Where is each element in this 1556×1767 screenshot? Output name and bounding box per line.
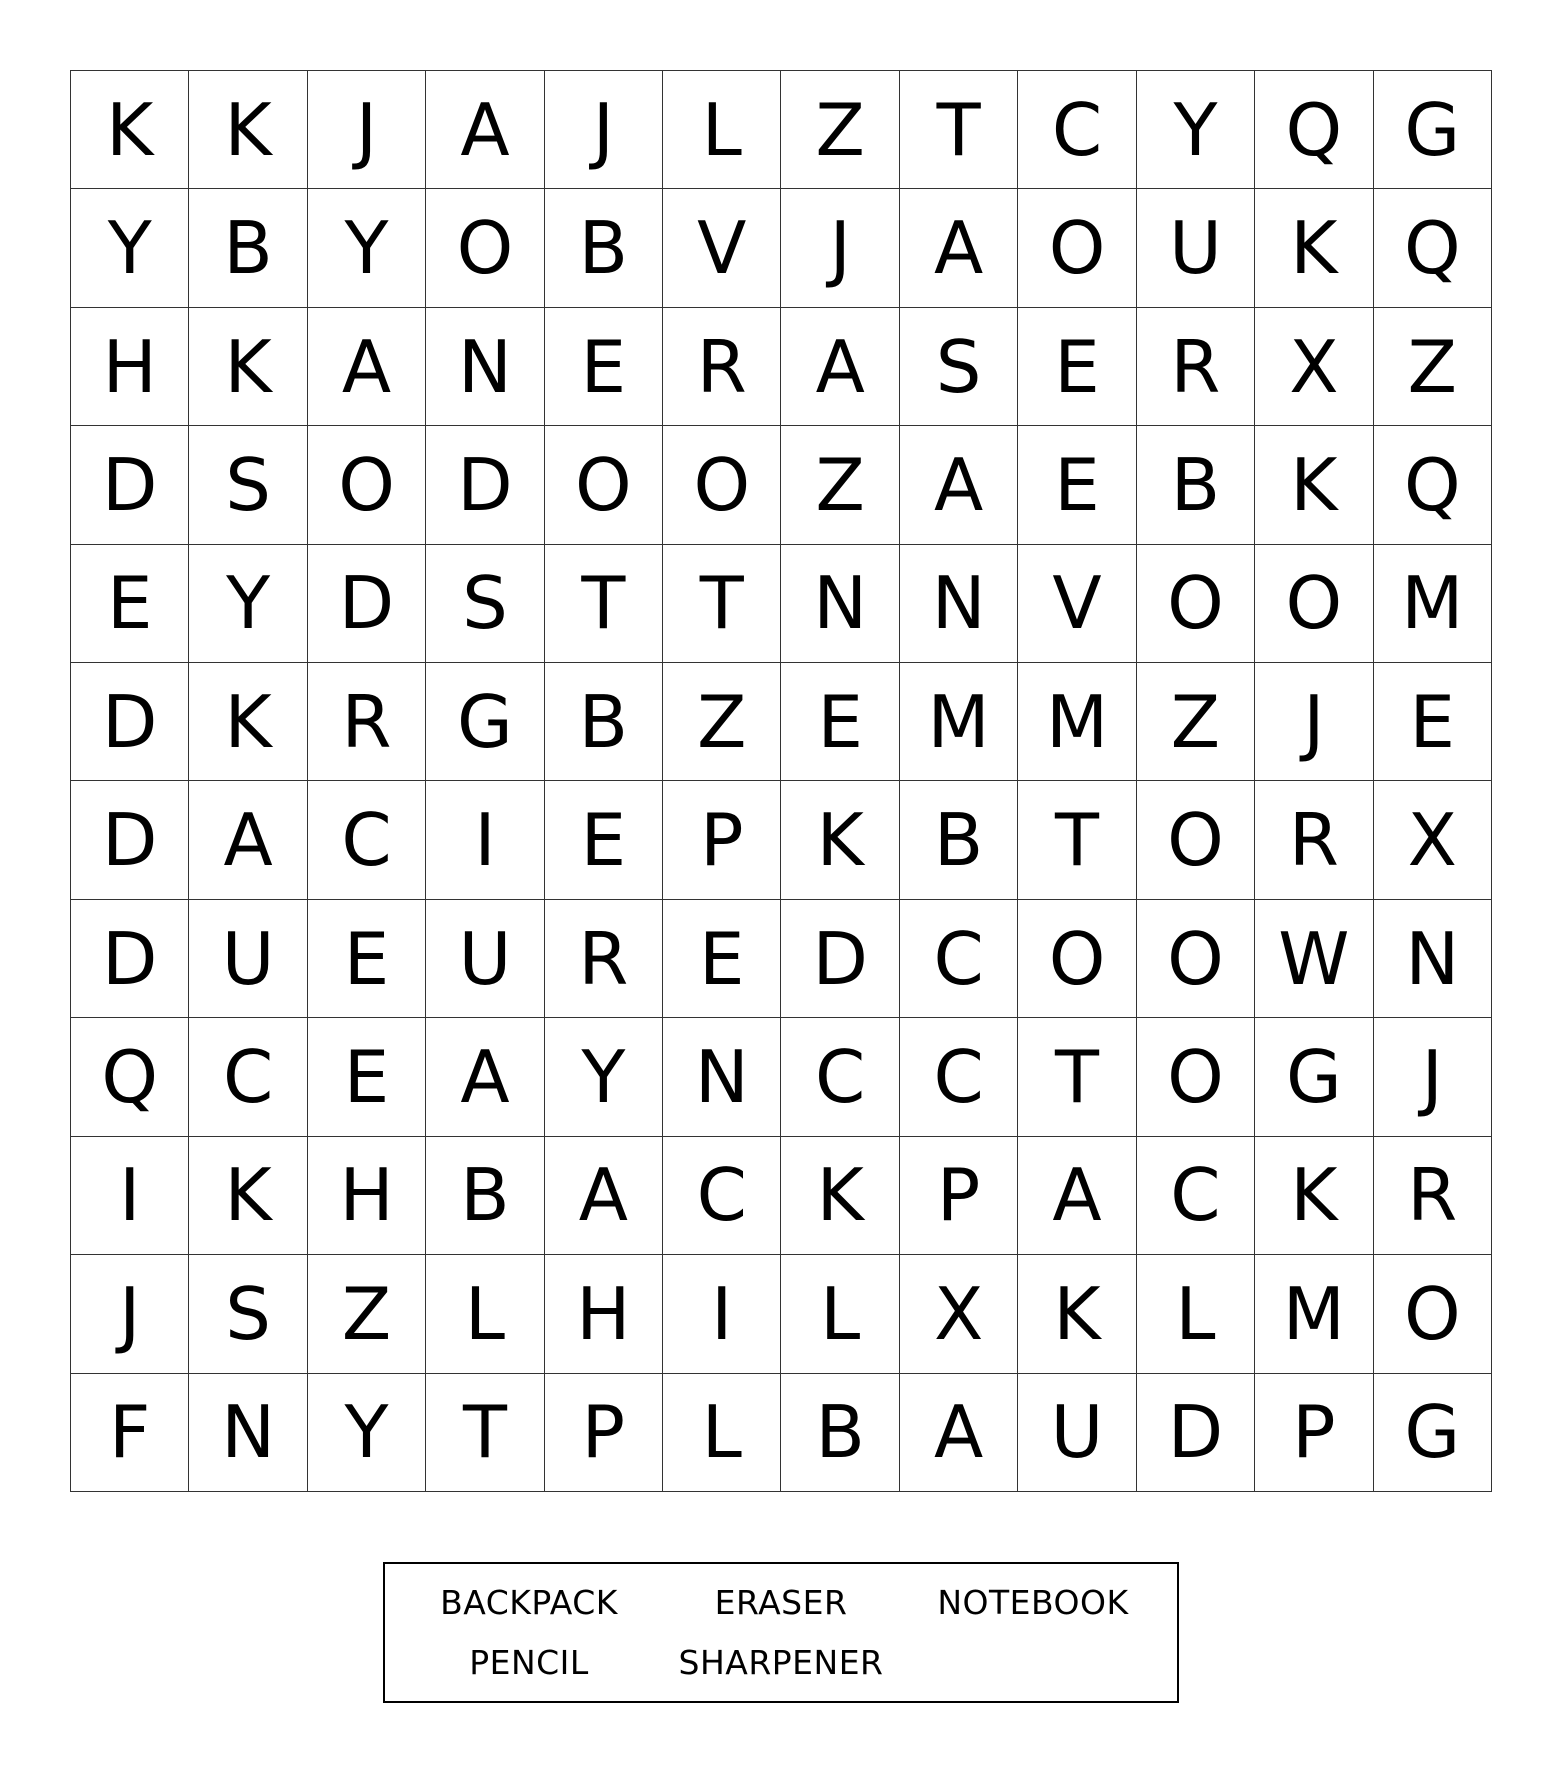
- grid-cell[interactable]: A: [900, 1374, 1018, 1492]
- grid-cell[interactable]: J: [545, 71, 663, 189]
- grid-cell[interactable]: Y: [308, 1374, 426, 1492]
- grid-cell[interactable]: K: [71, 71, 189, 189]
- grid-cell[interactable]: M: [1018, 663, 1136, 781]
- grid-cell[interactable]: M: [1255, 1255, 1373, 1373]
- grid-cell[interactable]: R: [308, 663, 426, 781]
- grid-cell[interactable]: O: [1137, 781, 1255, 899]
- grid-cell[interactable]: C: [900, 1018, 1018, 1136]
- grid-cell[interactable]: O: [663, 426, 781, 544]
- grid-cell[interactable]: K: [189, 1137, 307, 1255]
- grid-cell[interactable]: Z: [1137, 663, 1255, 781]
- grid-cell[interactable]: C: [308, 781, 426, 899]
- grid-cell[interactable]: F: [71, 1374, 189, 1492]
- grid-cell[interactable]: X: [900, 1255, 1018, 1373]
- letter-grid: [70, 70, 1492, 1492]
- grid-cell[interactable]: E: [545, 308, 663, 426]
- grid-cell[interactable]: R: [545, 900, 663, 1018]
- grid-cell[interactable]: Z: [781, 426, 899, 544]
- grid-cell[interactable]: C: [1018, 71, 1136, 189]
- word-bank-item: SHARPENER: [678, 1643, 884, 1682]
- grid-cell[interactable]: D: [71, 781, 189, 899]
- grid-cell[interactable]: O: [1137, 545, 1255, 663]
- grid-cell[interactable]: J: [1374, 1018, 1492, 1136]
- grid-cell[interactable]: K: [1255, 1137, 1373, 1255]
- grid-cell[interactable]: E: [1018, 426, 1136, 544]
- grid-cell[interactable]: K: [1018, 1255, 1136, 1373]
- word-bank: [383, 1562, 1179, 1703]
- grid-cell[interactable]: E: [663, 900, 781, 1018]
- grid-cell[interactable]: N: [900, 545, 1018, 663]
- grid-cell[interactable]: B: [189, 189, 307, 307]
- grid-cell[interactable]: C: [1137, 1137, 1255, 1255]
- grid-cell[interactable]: L: [1137, 1255, 1255, 1373]
- grid-cell[interactable]: B: [426, 1137, 544, 1255]
- grid-cell[interactable]: N: [663, 1018, 781, 1136]
- grid-cell[interactable]: J: [1255, 663, 1373, 781]
- grid-cell[interactable]: B: [781, 1374, 899, 1492]
- grid-cell[interactable]: P: [900, 1137, 1018, 1255]
- grid-cell[interactable]: E: [1374, 663, 1492, 781]
- grid-cell[interactable]: J: [781, 189, 899, 307]
- word-bank-item: BACKPACK: [440, 1583, 618, 1622]
- grid-cell[interactable]: A: [900, 426, 1018, 544]
- grid-cell[interactable]: Y: [1137, 71, 1255, 189]
- grid-cell[interactable]: T: [426, 1374, 544, 1492]
- grid-cell[interactable]: G: [1374, 1374, 1492, 1492]
- grid-cell[interactable]: X: [1374, 781, 1492, 899]
- grid-cell[interactable]: S: [900, 308, 1018, 426]
- grid-cell[interactable]: N: [1374, 900, 1492, 1018]
- grid-cell[interactable]: Z: [308, 1255, 426, 1373]
- grid-cell[interactable]: E: [545, 781, 663, 899]
- grid-cell[interactable]: J: [71, 1255, 189, 1373]
- grid-cell[interactable]: D: [426, 426, 544, 544]
- word-bank-item: ERASER: [714, 1583, 848, 1622]
- grid-cell[interactable]: E: [1018, 308, 1136, 426]
- grid-cell[interactable]: O: [1255, 545, 1373, 663]
- grid-cell[interactable]: N: [426, 308, 544, 426]
- grid-cell[interactable]: D: [71, 426, 189, 544]
- grid-cell[interactable]: A: [1018, 1137, 1136, 1255]
- grid-cell[interactable]: B: [545, 189, 663, 307]
- grid-cell[interactable]: W: [1255, 900, 1373, 1018]
- grid-cell[interactable]: N: [189, 1374, 307, 1492]
- grid-cell[interactable]: R: [1374, 1137, 1492, 1255]
- grid-cell[interactable]: D: [781, 900, 899, 1018]
- grid-cell[interactable]: G: [1255, 1018, 1373, 1136]
- grid-cell[interactable]: A: [545, 1137, 663, 1255]
- grid-cell[interactable]: H: [71, 308, 189, 426]
- grid-cell[interactable]: P: [1255, 1374, 1373, 1492]
- grid-cell[interactable]: O: [426, 189, 544, 307]
- grid-cell[interactable]: J: [308, 71, 426, 189]
- grid-cell[interactable]: K: [1255, 426, 1373, 544]
- grid-cell[interactable]: Z: [663, 663, 781, 781]
- grid-cell[interactable]: N: [781, 545, 899, 663]
- grid-cell[interactable]: A: [308, 308, 426, 426]
- grid-cell[interactable]: C: [900, 900, 1018, 1018]
- grid-cell[interactable]: A: [426, 1018, 544, 1136]
- grid-cell[interactable]: T: [1018, 1018, 1136, 1136]
- grid-cell[interactable]: B: [1137, 426, 1255, 544]
- grid-cell[interactable]: K: [189, 663, 307, 781]
- grid-cell[interactable]: B: [900, 781, 1018, 899]
- grid-cell[interactable]: R: [663, 308, 781, 426]
- grid-cell[interactable]: M: [900, 663, 1018, 781]
- grid-cell[interactable]: S: [189, 1255, 307, 1373]
- grid-cell[interactable]: R: [1255, 781, 1373, 899]
- grid-cell[interactable]: G: [426, 663, 544, 781]
- grid-cell[interactable]: H: [308, 1137, 426, 1255]
- grid-cell[interactable]: I: [426, 781, 544, 899]
- grid-cell[interactable]: O: [1137, 1018, 1255, 1136]
- word-bank-item: NOTEBOOK: [937, 1583, 1129, 1622]
- grid-cell[interactable]: T: [1018, 781, 1136, 899]
- grid-cell[interactable]: T: [545, 545, 663, 663]
- grid-cell[interactable]: X: [1255, 308, 1373, 426]
- grid-cell[interactable]: U: [426, 900, 544, 1018]
- grid-cell[interactable]: K: [189, 71, 307, 189]
- grid-cell[interactable]: A: [900, 189, 1018, 307]
- grid-cell[interactable]: Q: [1255, 71, 1373, 189]
- grid-cell[interactable]: O: [1018, 900, 1136, 1018]
- grid-cell[interactable]: K: [189, 308, 307, 426]
- grid-cell[interactable]: S: [189, 426, 307, 544]
- grid-cell[interactable]: L: [781, 1255, 899, 1373]
- grid-cell[interactable]: B: [545, 663, 663, 781]
- grid-cell[interactable]: U: [1018, 1374, 1136, 1492]
- grid-cell[interactable]: Y: [71, 189, 189, 307]
- grid-cell[interactable]: V: [663, 189, 781, 307]
- grid-cell[interactable]: H: [545, 1255, 663, 1373]
- grid-cell[interactable]: Y: [545, 1018, 663, 1136]
- grid-cell[interactable]: R: [1137, 308, 1255, 426]
- grid-cell[interactable]: I: [663, 1255, 781, 1373]
- grid-cell[interactable]: Z: [1374, 308, 1492, 426]
- grid-cell[interactable]: L: [663, 1374, 781, 1492]
- grid-cell[interactable]: U: [1137, 189, 1255, 307]
- grid-cell[interactable]: O: [545, 426, 663, 544]
- grid-cell[interactable]: A: [426, 71, 544, 189]
- grid-cell[interactable]: E: [308, 900, 426, 1018]
- grid-cell[interactable]: T: [663, 545, 781, 663]
- grid-cell[interactable]: D: [71, 900, 189, 1018]
- grid-cell[interactable]: L: [663, 71, 781, 189]
- grid-cell[interactable]: T: [900, 71, 1018, 189]
- grid-cell[interactable]: Q: [71, 1018, 189, 1136]
- grid-cell[interactable]: P: [545, 1374, 663, 1492]
- grid-cell[interactable]: D: [1137, 1374, 1255, 1492]
- grid-cell[interactable]: O: [1374, 1255, 1492, 1373]
- grid-cell[interactable]: D: [71, 663, 189, 781]
- grid-cell[interactable]: U: [189, 900, 307, 1018]
- grid-cell[interactable]: Z: [781, 71, 899, 189]
- grid-cell[interactable]: Q: [1374, 426, 1492, 544]
- grid-cell[interactable]: C: [663, 1137, 781, 1255]
- grid-cell[interactable]: S: [426, 545, 544, 663]
- grid-cell[interactable]: O: [308, 426, 426, 544]
- grid-cell[interactable]: Y: [308, 189, 426, 307]
- grid-cell[interactable]: V: [1018, 545, 1136, 663]
- grid-cell[interactable]: K: [1255, 189, 1373, 307]
- grid-cell[interactable]: P: [663, 781, 781, 899]
- word-bank-item: PENCIL: [469, 1643, 589, 1682]
- grid-cell[interactable]: D: [308, 545, 426, 663]
- grid-cell[interactable]: E: [308, 1018, 426, 1136]
- grid-cell[interactable]: A: [189, 781, 307, 899]
- grid-cell[interactable]: I: [71, 1137, 189, 1255]
- grid-cell[interactable]: O: [1137, 900, 1255, 1018]
- grid-cell[interactable]: M: [1374, 545, 1492, 663]
- grid-cell[interactable]: O: [1018, 189, 1136, 307]
- grid-cell[interactable]: Y: [189, 545, 307, 663]
- grid-cell[interactable]: K: [781, 781, 899, 899]
- grid-cell[interactable]: C: [189, 1018, 307, 1136]
- grid-cell[interactable]: L: [426, 1255, 544, 1373]
- grid-cell[interactable]: K: [781, 1137, 899, 1255]
- grid-cell[interactable]: C: [781, 1018, 899, 1136]
- grid-cell[interactable]: G: [1374, 71, 1492, 189]
- grid-cell[interactable]: A: [781, 308, 899, 426]
- grid-cell[interactable]: E: [781, 663, 899, 781]
- grid-cell[interactable]: E: [71, 545, 189, 663]
- grid-cell[interactable]: Q: [1374, 189, 1492, 307]
